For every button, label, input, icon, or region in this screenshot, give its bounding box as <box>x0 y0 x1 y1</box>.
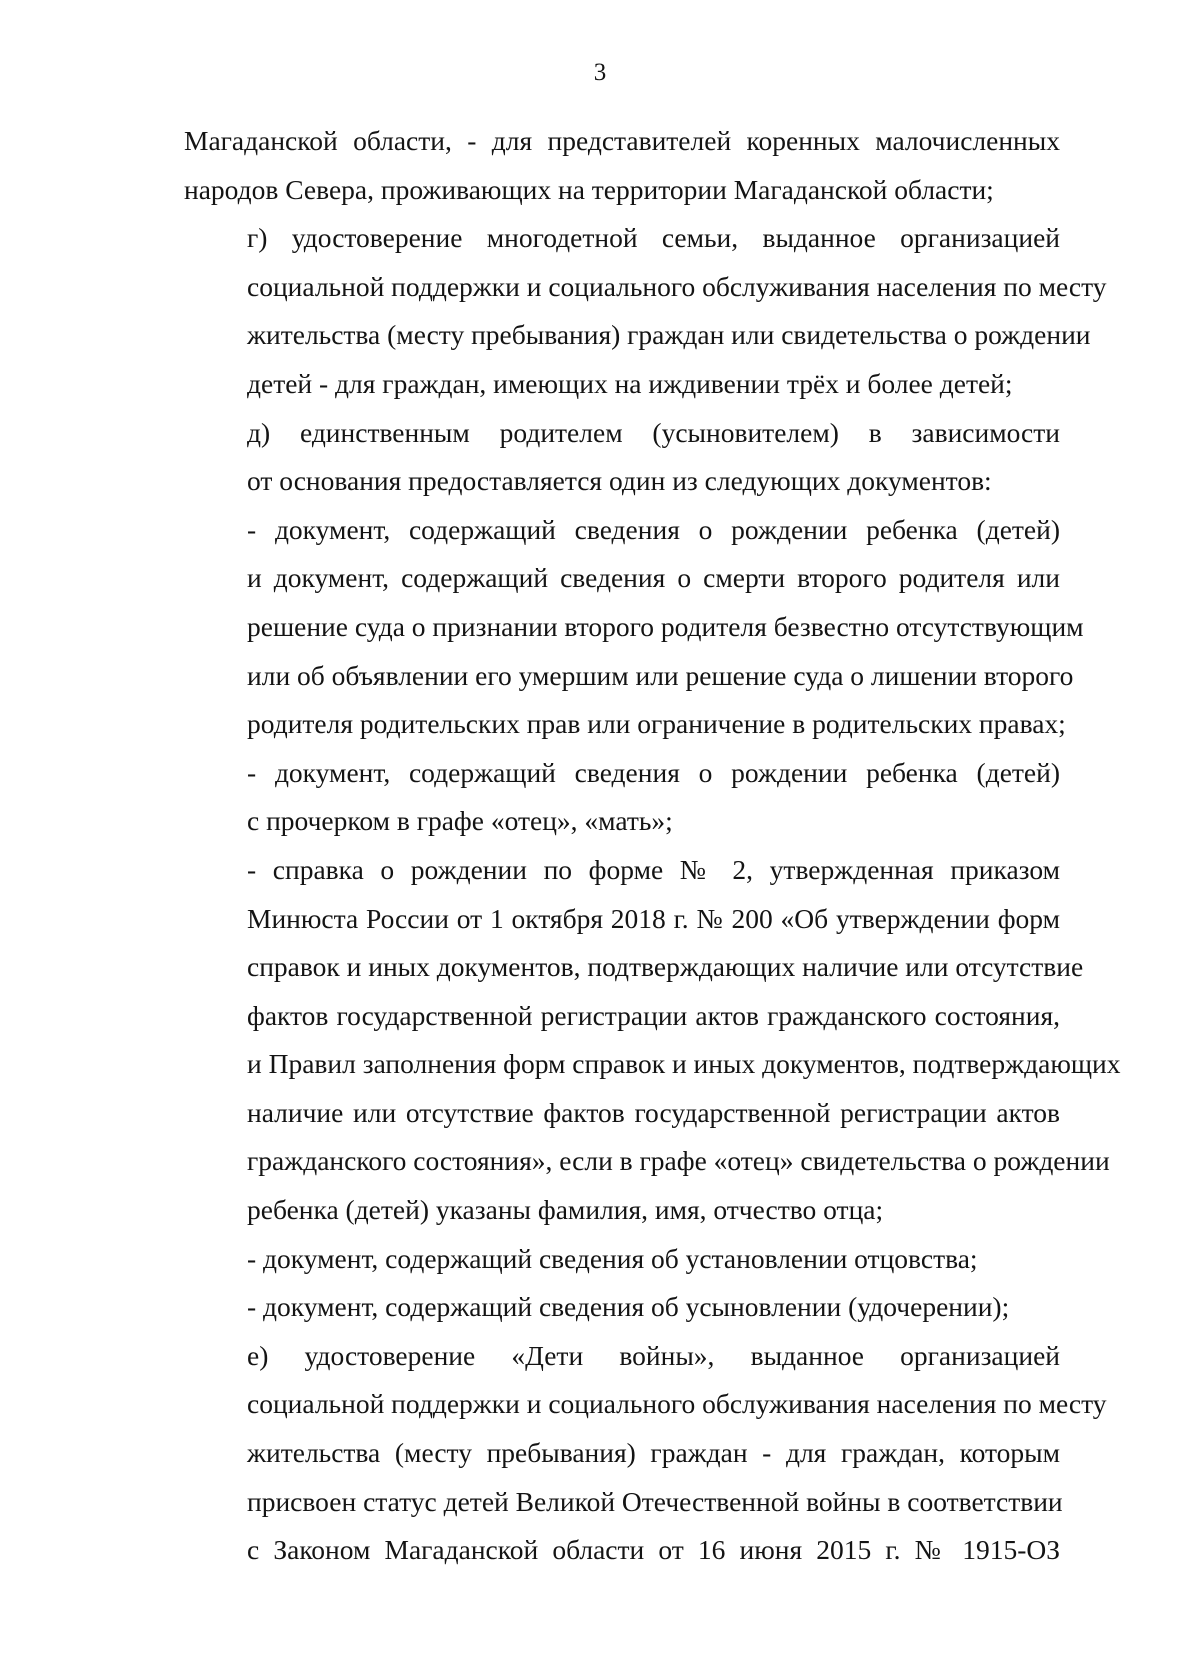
text-line: гражданского состояния», если в графе «отец» свидетельства о рождении <box>247 1145 1110 1177</box>
text-line: е) удостоверение «Дети войны», выданное организацией <box>247 1339 1060 1371</box>
text-line: жительства (месту пребывания) граждан или свидетельства о рождении <box>247 319 1091 351</box>
text-line: Магаданской области, - для представителей коренных малочисленных <box>184 125 1060 156</box>
paragraph <box>184 506 1084 749</box>
text-line: жительства (месту пребывания) граждан - для граждан, которым <box>247 1437 1060 1469</box>
text-line: и Правил заполнения форм справок и иных документов, подтверждающих <box>247 1048 1121 1080</box>
text-line: присвоен статус детей Великой Отечественной войны в соответствии <box>247 1485 1063 1517</box>
text-line: социальной поддержки и социального обслуживания населения по месту <box>247 1388 1107 1420</box>
text-line: народов Севера, проживающих на территории Магаданской области; <box>184 173 994 205</box>
paragraph <box>184 1283 1060 1332</box>
text-line: с прочерком в графе «отец», «мать»; <box>247 805 673 837</box>
document-body <box>184 117 1121 1575</box>
text-line: д) единственным родителем (усыновителем) в зависимости <box>247 416 1060 448</box>
text-line: наличие или отсутствие фактов государственной регистрации актов <box>247 1096 1060 1128</box>
text-line: - документ, содержащий сведения об усыновлении (удочерении); <box>247 1291 1010 1323</box>
page-number: 3 <box>593 59 607 86</box>
text-line: фактов государственной регистрации актов гражданского состояния, <box>247 999 1060 1031</box>
text-line: социальной поддержки и социального обслуживания населения по месту <box>247 270 1107 302</box>
text-line: от основания предоставляется один из следующих документов: <box>247 465 992 497</box>
text-line: детей - для граждан, имеющих на иждивении трёх и более детей; <box>247 367 1013 399</box>
text-line: - документ, содержащий сведения о рождении ребенка (детей) <box>247 756 1060 788</box>
paragraph <box>184 214 1107 408</box>
text-line: и документ, содержащий сведения о смерти второго родителя или <box>247 562 1060 594</box>
text-line: - документ, содержащий сведения об установлении отцовства; <box>247 1242 978 1274</box>
text-line: родителя родительских прав или ограничение в родительских правах; <box>247 708 1066 740</box>
text-line: решение суда о признании второго родителя безвестно отсутствующим <box>247 610 1084 642</box>
text-line: - справка о рождении по форме № 2, утвержденная приказом <box>247 853 1060 885</box>
text-line: с Законом Магаданской области от 16 июня 2015 г. № 1915-ОЗ <box>247 1534 1060 1566</box>
paragraph <box>184 846 1121 1235</box>
text-line: справок и иных документов, подтверждающих наличие или отсутствие <box>247 951 1084 983</box>
text-line: Минюста России от 1 октября 2018 г. № 200 «Об утверждении форм <box>247 902 1060 934</box>
text-line: или об объявлении его умершим или решение суда о лишении второго <box>247 659 1074 691</box>
text-line: ребенка (детей) указаны фамилия, имя, отчество отца; <box>247 1194 884 1226</box>
paragraph <box>184 409 1060 506</box>
paragraph <box>184 749 1060 846</box>
paragraph <box>184 1332 1107 1575</box>
paragraph <box>184 117 1060 214</box>
text-line: г) удостоверение многодетной семьи, выданное организацией <box>247 222 1060 254</box>
text-line: - документ, содержащий сведения о рождении ребенка (детей) <box>247 513 1060 545</box>
paragraph <box>184 1235 1060 1284</box>
